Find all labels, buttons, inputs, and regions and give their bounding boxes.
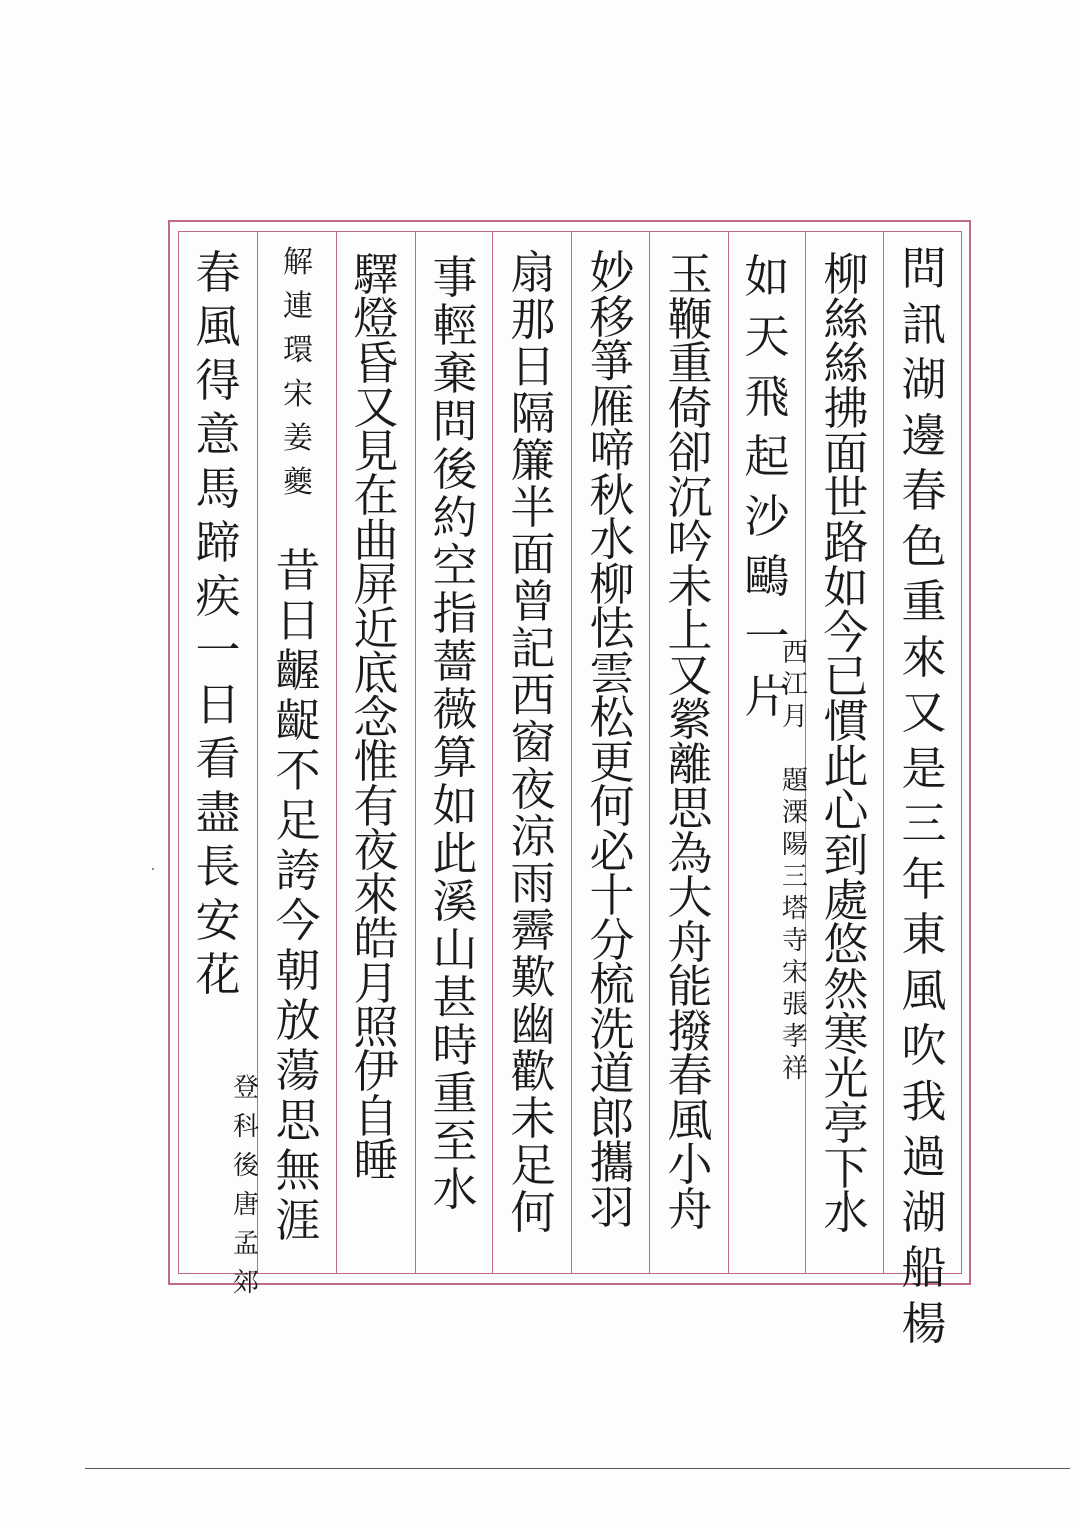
glyph: 夔: [283, 465, 313, 500]
glyph: 長: [195, 840, 241, 893]
glyph: 屏: [353, 558, 399, 612]
glyph: 歎: [510, 951, 556, 1004]
glyph: 約: [432, 491, 478, 544]
glyph: 那: [510, 293, 556, 346]
glyph: 疾: [195, 570, 241, 623]
glyph: 塔: [781, 894, 808, 924]
glyph: 江: [781, 670, 808, 700]
glyph: 然: [823, 963, 869, 1016]
glyph: 何: [589, 780, 635, 833]
glyph: 皓: [353, 912, 399, 966]
text-column-3-signature: [775, 640, 815, 1088]
text-column-8: [348, 248, 404, 1187]
glyph: 足: [275, 794, 321, 847]
glyph: 大: [667, 871, 713, 924]
ink-dot: [152, 868, 154, 870]
glyph: 宋: [283, 377, 313, 412]
glyph: 見: [353, 425, 399, 479]
glyph: 舟: [667, 915, 713, 969]
glyph: 如: [823, 560, 869, 614]
glyph: 過: [901, 1130, 947, 1183]
glyph: 問: [432, 395, 478, 448]
glyph: 十: [589, 869, 635, 922]
glyph: 小: [667, 1138, 713, 1191]
column-rule: [415, 231, 416, 1274]
glyph: 更: [589, 735, 635, 789]
glyph: 又: [901, 686, 947, 739]
glyph: 梳: [589, 958, 635, 1011]
glyph: 羽: [589, 1180, 635, 1234]
glyph: 半: [510, 481, 556, 534]
glyph: 睡: [353, 1133, 399, 1187]
glyph: 夜: [510, 763, 556, 816]
glyph: 環: [283, 333, 313, 368]
glyph: 幽: [510, 998, 556, 1051]
glyph: 為: [667, 826, 713, 880]
text-column-9-verse: [270, 544, 326, 1248]
glyph: 重: [432, 1067, 478, 1120]
glyph: 足: [510, 1139, 556, 1192]
glyph: 柳: [589, 557, 635, 611]
glyph: 連: [283, 289, 313, 324]
glyph: 下: [823, 1141, 869, 1195]
glyph: 今: [275, 894, 321, 947]
glyph: 寺: [781, 926, 808, 956]
glyph: 安: [195, 894, 241, 947]
glyph: 玉: [667, 248, 713, 301]
glyph: 拂: [823, 382, 869, 436]
glyph: 曾: [510, 575, 556, 628]
glyph: 水: [432, 1163, 478, 1216]
glyph: 邊: [901, 408, 947, 462]
glyph: 涯: [275, 1194, 321, 1247]
glyph: 姜: [283, 421, 313, 456]
glyph: 照: [353, 1001, 399, 1055]
glyph: 鷗: [744, 550, 790, 603]
glyph: 必: [589, 824, 635, 878]
text-column-2: [818, 248, 874, 1240]
glyph: 月: [353, 956, 399, 1010]
text-column-10-signature: [226, 1075, 266, 1309]
column-rule: [336, 231, 337, 1274]
glyph: 攜: [589, 1136, 635, 1189]
glyph: 卻: [667, 426, 713, 479]
glyph: 溧: [781, 798, 808, 828]
glyph: 雁: [589, 379, 635, 433]
glyph: 張: [781, 990, 808, 1020]
glyph: 上: [667, 604, 713, 657]
glyph: 松: [589, 691, 635, 744]
glyph: 倚: [667, 381, 713, 435]
glyph: 訊: [901, 297, 947, 351]
glyph: 薇: [432, 683, 478, 736]
glyph: 光: [823, 1052, 869, 1106]
glyph: 西: [510, 669, 556, 722]
glyph: 不: [275, 744, 321, 797]
glyph: 舟: [667, 1182, 713, 1236]
glyph: 絲: [823, 337, 869, 391]
glyph: 分: [589, 913, 635, 967]
glyph: 如: [744, 250, 790, 303]
glyph: 問: [901, 242, 947, 295]
glyph: 箏: [589, 335, 635, 388]
glyph: 沙: [744, 490, 790, 543]
glyph: 重: [667, 337, 713, 390]
glyph: 一: [195, 624, 241, 677]
page-edge-line: [85, 1468, 1070, 1469]
glyph: 夜: [353, 823, 399, 877]
glyph: 伊: [353, 1045, 399, 1099]
glyph: 齪: [275, 694, 321, 747]
column-rule: [571, 231, 572, 1274]
glyph: 湖: [901, 1185, 947, 1239]
glyph: 蹄: [195, 516, 241, 569]
glyph: 路: [823, 516, 869, 570]
glyph: 看: [195, 732, 241, 785]
glyph: 指: [432, 587, 478, 640]
glyph: 至: [432, 1115, 478, 1168]
glyph: 記: [510, 622, 556, 675]
glyph: 鞭: [667, 292, 713, 346]
glyph: 來: [353, 868, 399, 922]
glyph: 重: [901, 575, 947, 628]
glyph: 面: [510, 528, 556, 581]
glyph: 山: [432, 923, 478, 976]
glyph: 風: [667, 1093, 713, 1147]
glyph: 郊: [232, 1268, 259, 1298]
glyph: 陽: [781, 830, 808, 860]
glyph: 面: [823, 426, 869, 480]
glyph: 空: [432, 539, 478, 592]
glyph: 我: [901, 1074, 947, 1128]
glyph: 風: [195, 300, 241, 353]
glyph: 甚: [432, 971, 478, 1024]
glyph: 題: [781, 766, 808, 796]
glyph: 溪: [432, 875, 478, 928]
glyph: 近: [353, 602, 399, 656]
glyph: 春: [195, 246, 241, 299]
text-column-6: [505, 246, 561, 1239]
glyph: 水: [823, 1186, 869, 1240]
glyph: 是: [901, 741, 947, 795]
glyph: 惟: [353, 735, 399, 789]
glyph: 科: [232, 1112, 259, 1142]
glyph: 三: [901, 797, 947, 850]
glyph: 無: [275, 1144, 321, 1197]
text-column-1: [896, 242, 952, 1356]
glyph: 思: [667, 782, 713, 835]
glyph: 底: [353, 646, 399, 700]
glyph: 西: [781, 638, 808, 668]
glyph: 秋: [589, 468, 635, 522]
glyph: 片: [744, 670, 790, 723]
glyph: 春: [901, 464, 947, 517]
glyph: 祥: [781, 1054, 808, 1084]
glyph: 蕩: [275, 1044, 321, 1097]
glyph: 洗: [589, 1002, 635, 1056]
glyph: 郎: [589, 1091, 635, 1145]
glyph: 事: [432, 251, 478, 304]
glyph: 登: [232, 1073, 259, 1103]
glyph: 時: [432, 1019, 478, 1072]
glyph: 三: [781, 862, 808, 892]
glyph: 沉: [667, 470, 713, 524]
glyph: 水: [589, 513, 635, 566]
glyph: 又: [353, 380, 399, 434]
text-column-4: [662, 248, 718, 1236]
glyph: 絲: [823, 292, 869, 346]
glyph: 馬: [195, 462, 241, 515]
glyph: 意: [195, 408, 241, 461]
glyph: 算: [432, 731, 478, 784]
glyph: 道: [589, 1047, 635, 1100]
glyph: 在: [353, 469, 399, 523]
glyph: 有: [353, 779, 399, 833]
glyph: 年: [901, 852, 947, 906]
glyph: 春: [667, 1049, 713, 1102]
glyph: 昔: [275, 544, 321, 597]
glyph: 宋: [781, 958, 808, 988]
glyph: 涼: [510, 810, 556, 863]
glyph: 又: [667, 648, 713, 702]
glyph: 來: [901, 630, 947, 684]
glyph: 今: [823, 605, 869, 659]
glyph: 慣: [823, 694, 869, 748]
glyph: 歡: [510, 1045, 556, 1098]
glyph: 燈: [353, 292, 399, 346]
glyph: 能: [667, 960, 713, 1013]
text-column-7: [427, 251, 483, 1216]
glyph: 念: [353, 690, 399, 744]
glyph: 未: [667, 559, 713, 613]
glyph: 一: [744, 610, 790, 663]
glyph: 昏: [353, 336, 399, 390]
column-rule: [883, 231, 884, 1274]
glyph: 誇: [275, 844, 321, 897]
glyph: 此: [823, 739, 869, 793]
glyph: 世: [823, 471, 869, 525]
glyph: 撥: [667, 1004, 713, 1058]
glyph: 思: [275, 1094, 321, 1147]
glyph: 曲: [353, 513, 399, 567]
glyph: 雨: [510, 857, 556, 910]
glyph: 月: [781, 702, 808, 732]
glyph: 妙: [589, 246, 635, 299]
glyph: 薔: [432, 635, 478, 688]
glyph: 吹: [901, 1019, 947, 1072]
glyph: 未: [510, 1092, 556, 1145]
glyph: 何: [510, 1186, 556, 1239]
glyph: 雲: [589, 646, 635, 700]
glyph: 起: [744, 430, 790, 483]
glyph: 天: [744, 310, 790, 363]
glyph: 窗: [510, 716, 556, 769]
glyph: 處: [823, 873, 869, 927]
glyph: 移: [589, 290, 635, 344]
glyph: 孟: [232, 1229, 259, 1259]
text-column-5: [584, 246, 640, 1234]
glyph: 驛: [353, 248, 399, 301]
glyph: 放: [275, 994, 321, 1047]
glyph: 後: [432, 443, 478, 496]
glyph: 如: [432, 779, 478, 832]
glyph: 寒: [823, 1007, 869, 1061]
glyph: 日: [510, 340, 556, 393]
text-column-10: [190, 246, 246, 1006]
glyph: 扇: [510, 246, 556, 299]
glyph: 霽: [510, 904, 556, 957]
glyph: 怯: [589, 602, 635, 655]
glyph: 飛: [744, 370, 790, 423]
glyph: 得: [195, 354, 241, 407]
glyph: 船: [901, 1241, 947, 1294]
glyph: 東: [901, 908, 947, 961]
glyph: 此: [432, 827, 478, 880]
glyph: 啼: [589, 424, 635, 477]
glyph: 心: [823, 784, 869, 838]
glyph: 唐: [232, 1190, 259, 1220]
glyph: 色: [901, 519, 947, 573]
column-rule: [728, 231, 729, 1274]
glyph: [775, 736, 815, 768]
glyph: 日: [195, 678, 241, 731]
glyph: 齷: [275, 644, 321, 697]
column-rule: [492, 231, 493, 1274]
glyph: 後: [232, 1151, 259, 1181]
glyph: 盡: [195, 786, 241, 839]
glyph: 解: [283, 245, 313, 280]
glyph: 悠: [823, 918, 869, 972]
glyph: 柳: [823, 248, 869, 301]
glyph: 自: [353, 1089, 399, 1143]
glyph: 孝: [781, 1022, 808, 1052]
glyph: 棄: [432, 347, 478, 400]
glyph: 簾: [510, 434, 556, 487]
glyph: 花: [195, 948, 241, 1001]
text-column-9-title: [270, 245, 326, 512]
glyph: 楊: [901, 1296, 947, 1350]
glyph: 已: [823, 650, 869, 704]
glyph: 輕: [432, 299, 478, 352]
column-rule: [649, 231, 650, 1274]
glyph: 湖: [901, 353, 947, 406]
glyph: 風: [901, 963, 947, 1017]
glyph: 離: [667, 737, 713, 791]
glyph: 亭: [823, 1097, 869, 1151]
glyph: 吟: [667, 515, 713, 568]
glyph: 日: [275, 594, 321, 647]
glyph: 朝: [275, 944, 321, 997]
glyph: 縈: [667, 693, 713, 746]
glyph: 到: [823, 828, 869, 882]
glyph: 隔: [510, 387, 556, 440]
